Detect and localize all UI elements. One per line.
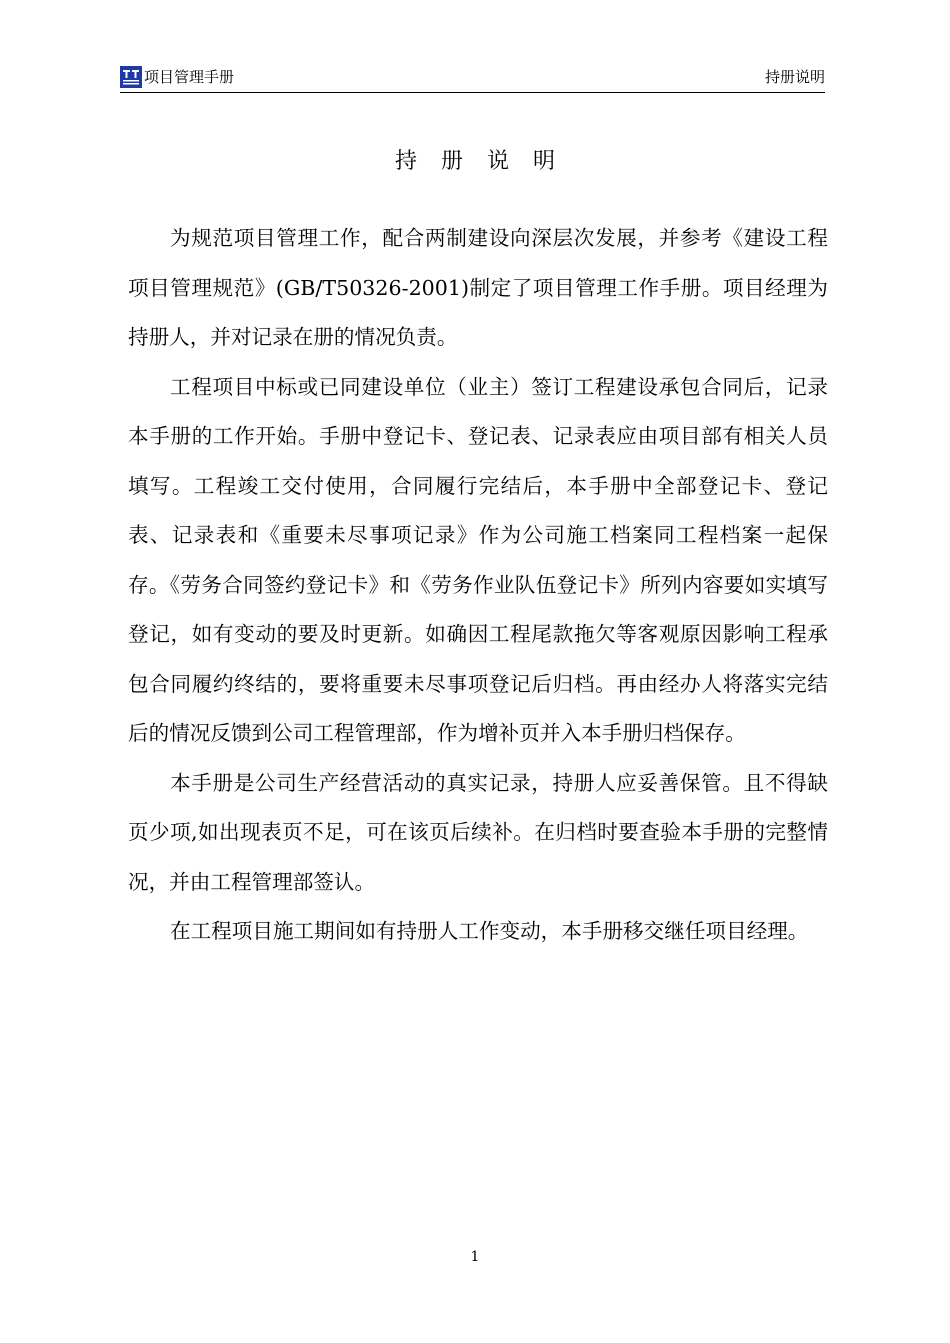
header-manual-title: 项目管理手册 — [144, 68, 235, 86]
page-title: 持册说明 — [394, 149, 579, 174]
paragraph: 本手册是公司生产经营活动的真实记录，持册人应妥善保管。且不得缺页少项,如出现表页不足，可在该页后续补。在归档时要查验本手册的完整情况，并由工程管理部签认。 — [128, 770, 828, 894]
company-logo — [120, 66, 142, 88]
document-body — [128, 214, 828, 957]
paragraph: 工程项目中标或已同建设单位（业主）签订工程建设承包合同后，记录本手册的工作开始。手册中登记卡、登记表、记录表应由项目部有相关人员填写。工程竣工交付使用，合同履行完结后，本手册中全部登记卡、登记表、记录表和《重要未尽事项记录》作为公司施工档案同工程档案一起保存。《劳务合同签约登记卡》和《劳务作业队伍登记卡》所列内容要如实填写登记，如有变动的要及时更新。如确因工程尾款拖欠等客观原因影响工程承包合同履约终结的，要将重要未尽事项登记后归档。再由经办人将落实完结后的情况反馈到公司工程管理部，作为增补页并入本手册归档保存。 — [128, 374, 828, 745]
page-header — [120, 62, 825, 93]
header-section-title: 持册说明 — [764, 68, 825, 86]
paragraph: 在工程项目施工期间如有持册人工作变动，本手册移交继任项目经理。 — [170, 919, 809, 943]
paragraph: 为规范项目管理工作，配合两制建设向深层次发展，并参考《建设工程项目管理规范》(GB/T50326-2001)制定了项目管理工作手册。项目经理为持册人，并对记录在册的情况负责。 — [128, 226, 828, 349]
page-number: 1 — [470, 1249, 480, 1265]
